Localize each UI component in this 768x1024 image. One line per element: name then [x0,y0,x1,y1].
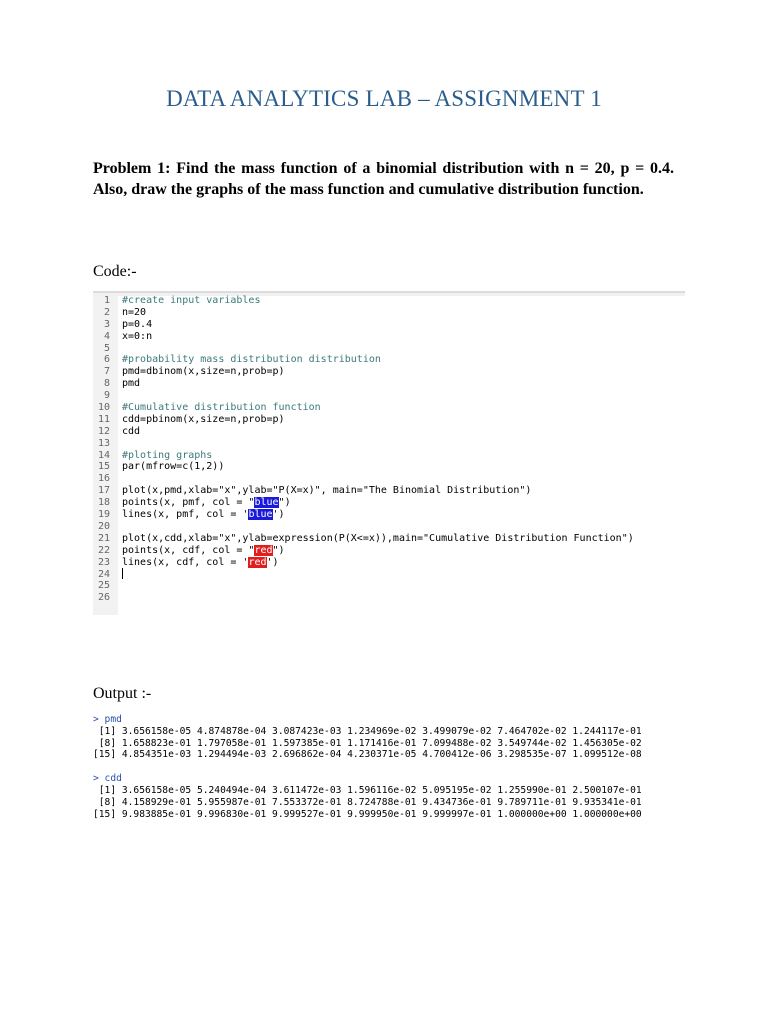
problem-statement: Problem 1: Find the mass function of a binomial distribution with n = 20, p = 0.4. Also, draw the graphs of the mass function and cumulative distribution function. [93,160,674,198]
code-area [93,295,685,604]
code-line [93,378,685,390]
code-line [93,307,685,319]
line-number: 14 [97,449,110,461]
highlighted-match: blue [254,497,279,509]
code-text: ") [278,497,291,509]
line-number: 4 [103,330,110,342]
line-number: 15 [97,461,110,473]
code-text: plot(x,cdd,xlab="x",ylab=expression(P(X<=x)),main="Cumulative Distribution Function") [122,532,634,544]
code-text: plot(x,pmd,xlab="x",ylab="P(X=x)", main="The Binomial Distribution") [122,485,532,497]
line-number: 2 [103,306,110,318]
code-text: cdd [122,425,141,437]
code-text: p=0.4 [122,318,153,330]
code-comment: #probability mass distribution distribution [122,354,381,366]
code-label: Code:- [93,263,137,280]
code-text: pmd=dbinom(x,size=n,prob=p) [122,366,285,378]
code-text: lines(x, pmf, col = ' [122,509,249,521]
highlighted-match: red [248,556,267,568]
line-number: 24 [97,568,110,580]
console-prompt: > cdd [93,773,122,785]
code-line [93,557,685,569]
highlighted-match: blue [248,509,273,521]
code-line [93,473,685,485]
code-line [93,521,685,533]
console-output-line: [1] 3.656158e-05 4.874878e-04 3.087423e-03 1.234969e-02 3.499079e-02 7.464702e-02 1.244117e-01 [93,725,642,737]
line-number: 8 [103,378,110,390]
console-prompt: > pmd [93,714,122,725]
code-line [93,438,685,450]
code-line [93,354,685,366]
line-number: 5 [103,342,110,354]
code-comment: #ploting graphs [122,449,213,461]
code-line [93,568,685,580]
code-line [93,497,685,509]
code-editor-screenshot [93,291,685,615]
code-text: n=20 [122,306,147,318]
line-number: 12 [97,425,110,437]
line-number: 19 [97,509,110,521]
console-output-line: [15] 4.854351e-03 1.294494e-03 2.696862e-04 4.230371e-05 4.700412e-06 3.298535e-07 1.099512e-08 [93,749,642,761]
code-text: ') [266,556,279,568]
code-line [93,426,685,438]
code-comment: #create input variables [122,295,261,306]
code-line [93,319,685,331]
line-number: 7 [103,366,110,378]
output-label: Output :- [93,685,152,702]
code-line [93,414,685,426]
line-number: 1 [103,295,110,306]
line-number: 26 [97,592,110,604]
code-comment: #Cumulative distribution function [122,402,321,414]
code-line [93,545,685,557]
code-text: x=0:n [122,330,153,342]
code-line [93,461,685,473]
console-output-line: [8] 4.158929e-01 5.955987e-01 7.553372e-01 8.724788e-01 9.434736e-01 9.789711e-01 9.935341e-01 [93,796,642,808]
console-spacer [93,761,693,773]
line-number: 23 [97,556,110,568]
code-text: ") [272,544,285,556]
code-text: points(x, pmf, col = " [122,497,255,509]
line-number: 20 [97,520,110,532]
code-line [93,366,685,378]
code-text: lines(x, cdf, col = ' [122,556,249,568]
line-number: 18 [97,497,110,509]
code-text: pmd [122,378,141,390]
line-number: 11 [97,413,110,425]
line-number: 10 [97,402,110,414]
code-line [93,390,685,402]
console-output-line: [8] 1.658823e-01 1.797058e-01 1.597385e-01 1.171416e-01 7.099488e-02 3.549744e-02 1.456305e-02 [93,737,642,749]
line-number: 6 [103,354,110,366]
text-cursor [122,568,123,579]
document-title: DATA ANALYTICS LAB – ASSIGNMENT 1 [166,86,602,111]
code-line [93,580,685,592]
code-text: ') [272,509,285,521]
highlighted-match: red [254,544,273,556]
line-number: 17 [97,485,110,497]
line-number: 13 [97,437,110,449]
code-line [93,343,685,355]
code-line [93,592,685,604]
line-number: 3 [103,318,110,330]
console-output [93,714,693,820]
code-line [93,485,685,497]
line-number: 22 [97,544,110,556]
code-line [93,509,685,521]
line-number: 16 [97,473,110,485]
line-number: 21 [97,532,110,544]
code-text: points(x, cdf, col = " [122,544,255,556]
code-line [93,450,685,462]
console-output-line: [1] 3.656158e-05 5.240494e-04 3.611472e-03 1.596116e-02 5.095195e-02 1.255990e-01 2.500107e-01 [93,784,642,796]
code-text: cdd=pbinom(x,size=n,prob=p) [122,413,285,425]
code-line [93,533,685,545]
code-text: par(mfrow=c(1,2)) [122,461,225,473]
code-line [93,331,685,343]
line-number: 25 [97,580,110,592]
line-number: 9 [103,390,110,402]
console-output-line: [15] 9.983885e-01 9.996830e-01 9.999527e-01 9.999950e-01 9.999997e-01 1.000000e+00 1.000000e+00 [93,808,642,820]
code-line [93,402,685,414]
code-line [93,295,685,307]
